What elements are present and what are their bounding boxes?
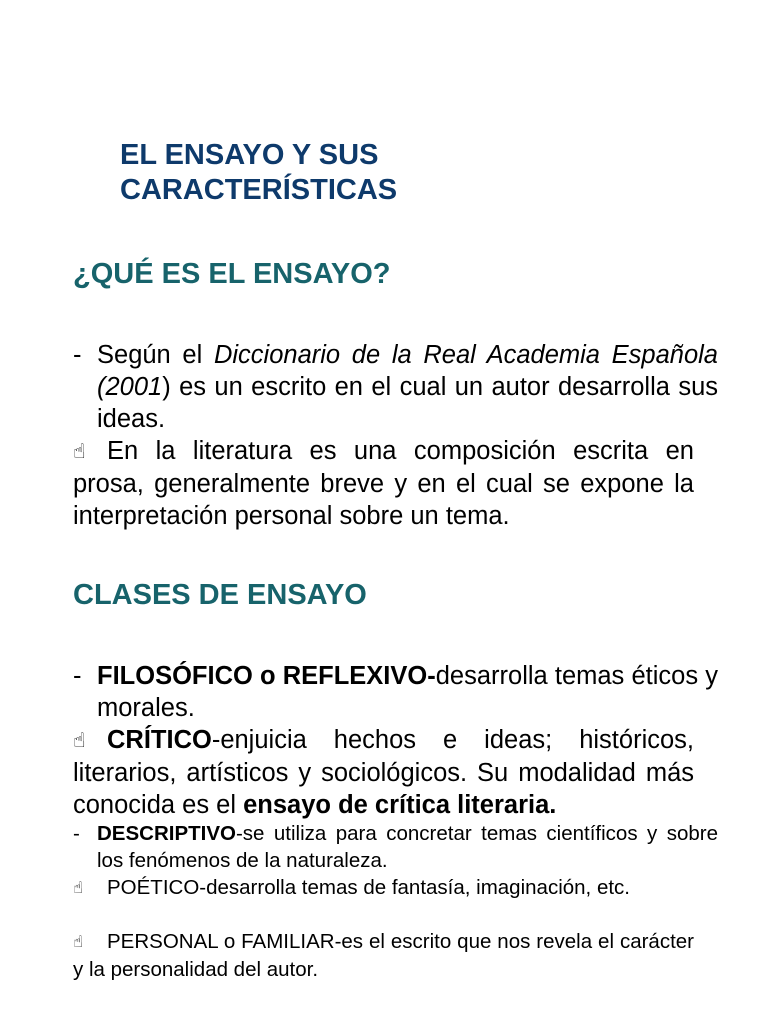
pointing-hand-icon: ☝ xyxy=(73,933,83,951)
p3-text: desarrolla temas éticos y morales. xyxy=(97,662,718,722)
document-title xyxy=(120,138,397,208)
p4-bold-end: ensayo de crítica literaria. xyxy=(243,791,557,819)
p5-bold-term: DESCRIPTIVO xyxy=(97,822,236,845)
paragraph-definicion-literaria xyxy=(73,435,694,532)
title-line-2: CARACTERÍSTICAS xyxy=(120,174,398,206)
p4-text: -enjuicia hechos e ideas; históricos, literarios, artísticos y sociológicos. Su modalidad más conocida es el xyxy=(73,726,694,819)
list-item-filosofico xyxy=(73,660,718,724)
pointing-hand-icon: ☝ xyxy=(73,730,86,752)
section-heading-que-es: ¿QUÉ ES EL ENSAYO? xyxy=(73,258,391,290)
p1-post: ) es un escrito en el cual un autor desarrolla sus ideas. xyxy=(97,373,718,433)
p4-bold-term: CRÍTICO xyxy=(107,726,212,754)
p1-pre: Según el xyxy=(97,341,214,369)
p7-text: PERSONAL o FAMILIAR-es el escrito que nos revela el carácter y la personalidad del autor. xyxy=(73,930,694,981)
p2-text: En la literatura es una composición escrita en prosa, generalmente breve y en el cual se expone la interpretación personal sobre un tema. xyxy=(73,437,694,530)
paragraph-definicion-rae xyxy=(73,339,718,435)
list-item-personal xyxy=(73,928,694,983)
p1-italic-source: Diccionario de la Real Academia Española (2001 xyxy=(97,341,718,401)
dash-bullet: - xyxy=(73,662,82,690)
p5-text: -se utiliza para concretar temas científicos y sobre los fenómenos de la naturaleza. xyxy=(97,822,718,872)
pointing-hand-icon: ☝ xyxy=(73,441,86,463)
list-item-poetico xyxy=(73,874,694,902)
list-item-descriptivo xyxy=(73,820,718,874)
dash-bullet: - xyxy=(73,341,82,369)
list-item-critico xyxy=(73,724,694,821)
p3-bold-term: FILOSÓFICO o REFLEXIVO- xyxy=(97,662,436,690)
p6-text: POÉTICO-desarrolla temas de fantasía, imaginación, etc. xyxy=(107,876,630,899)
title-line-1: EL ENSAYO Y SUS xyxy=(120,139,379,171)
dash-bullet: - xyxy=(73,822,80,845)
section-heading-clases: CLASES DE ENSAYO xyxy=(73,579,367,611)
pointing-hand-icon: ☝ xyxy=(73,879,83,897)
